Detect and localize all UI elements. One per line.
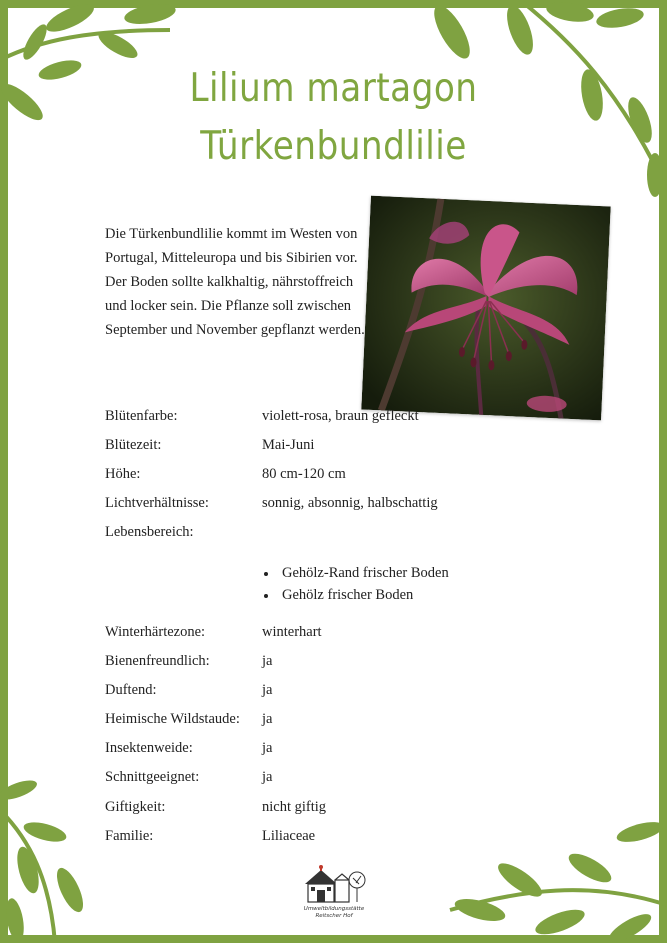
property-value: ja <box>262 653 273 669</box>
property-label: Giftigkeit: <box>105 799 166 815</box>
title-latin-name: Lilium martagon <box>189 66 478 111</box>
property-label: Duftend: <box>105 682 157 698</box>
list-item: Gehölz frischer Boden <box>262 584 449 606</box>
property-label: Insektenweide: <box>105 740 193 756</box>
property-label: Höhe: <box>105 466 141 482</box>
property-value: nicht giftig <box>262 799 327 815</box>
leaf-branch-bottom-right-icon <box>440 810 667 943</box>
property-label: Schnittgeeignet: <box>105 769 200 785</box>
logo-line-1: Umweltbildungsstätte <box>303 906 365 912</box>
property-value: ja <box>262 769 273 785</box>
house-logo-icon <box>301 864 367 904</box>
property-value: 80 cm-120 cm <box>262 466 346 482</box>
title-common-name: Türkenbundlilie <box>200 124 467 169</box>
property-label: Heimische Wildstaude: <box>105 711 240 727</box>
property-value: ja <box>262 740 273 756</box>
leaf-branch-bottom-left-icon <box>0 770 110 943</box>
property-value: sonnig, absonnig, halbschattig <box>262 495 438 511</box>
intro-text: Die Türkenbundlilie kommt im Westen von Portugal, Mitteleuropa und bis Sibirien vor. Der Boden sollte kalkhaltig, nährstoffreich und locker sein. Die Pflanze soll zwischen September und November gepflanzt werden. <box>105 226 365 338</box>
property-label: Lebensbereich: <box>105 524 194 540</box>
property-label: Winterhärtezone: <box>105 624 206 640</box>
property-value: ja <box>262 682 273 698</box>
logo-line-2: Reitscher Hof <box>315 913 353 919</box>
list-item: Gehölz-Rand frischer Boden <box>262 562 449 584</box>
property-value: Liliaceae <box>262 828 316 844</box>
property-label: Bienenfreundlich: <box>105 653 210 669</box>
property-value: Mai-Juni <box>262 437 315 453</box>
property-value: winterhart <box>262 624 322 640</box>
property-value: violett-rosa, braun gefleckt <box>262 408 419 424</box>
property-label: Blütezeit: <box>105 437 162 453</box>
property-value: ja <box>262 711 273 727</box>
lily-photo <box>361 196 610 421</box>
property-label: Familie: <box>105 828 154 844</box>
property-label: Lichtverhältnisse: <box>105 495 209 511</box>
property-label: Blütenfarbe: <box>105 408 178 424</box>
habitat-list <box>262 562 449 606</box>
